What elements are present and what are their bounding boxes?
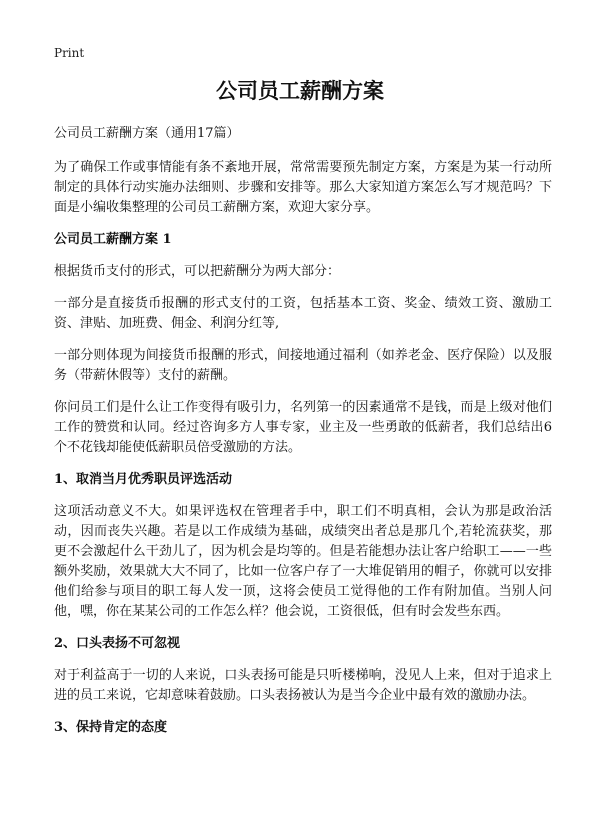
section-heading-1: 公司员工薪酬方案 1: [54, 232, 172, 247]
paragraph-4: 你问员工们是什么让工作变得有吸引力，名列第一的因素通常不是钱，而是上级对他们工作的赞赏和认同。经过咨询多方人事专家，业主及一些勇敢的低薪者，我们总结出6个不花钱却能使低薪职员倍受激励的方法。: [54, 400, 552, 455]
print-label[interactable]: Print: [54, 46, 85, 60]
paragraph-1: 根据货币支付的形式，可以把薪酬分为两大部分：: [54, 264, 341, 279]
paragraph-2: 一部分是直接货币报酬的形式支付的工资，包括基本工资、奖金、绩效工资、激励工资、津贴、加班费、佣金、利润分红等,: [54, 296, 552, 331]
subheading-2: 2、口头表扬不可忽视: [54, 636, 181, 651]
paragraph-3: 一部分则体现为间接货币报酬的形式，间接地通过福利（如养老金、医疗保险）以及服务（带薪休假等）支付的薪酬。: [54, 348, 552, 383]
subheading-1: 1、取消当月优秀职员评选活动: [54, 472, 233, 487]
paragraph-5: 这项活动意义不大。如果评选权在管理者手中，职工们不明真相，会认为那是政治活动，因而丧失兴趣。若是以工作成绩为基础，成绩突出者总是那几个,若轮流获奖，那更不会激起什么干劲儿了，因为机会是均等的。但是若能想办法让客户给职工——一些额外奖励，效果就大大不同了，比如一位客户存了一大堆促销用的帽子，你就可以安排他们给参与项目的职工每人发一顶，这将会使员工觉得他的工作有附加值。当别人问他，嘿，你在某某公司的工作怎么样？他会说，工资很低，但有时会发些东西。: [54, 504, 552, 619]
paragraph-6: 对于利益高于一切的人来说，口头表扬可能是只听楼梯响，没见人上来，但对于追求上进的员工来说，它却意味着鼓励。口头表扬被认为是当今企业中最有效的激励办法。: [54, 668, 552, 703]
document-subtitle: 公司员工薪酬方案（通用17篇）: [54, 126, 240, 141]
subheading-3: 3、保持肯定的态度: [54, 720, 168, 735]
document-title: 公司员工薪酬方案: [216, 78, 384, 103]
document-body: [54, 124, 552, 750]
intro-paragraph: 为了确保工作或事情能有条不紊地开展，常常需要预先制定方案，方案是为某一行动所制定的具体行动实施办法细则、步骤和安排等。那么大家知道方案怎么写才规范吗？下面是小编收集整理的公司员工薪酬方案，欢迎大家分享。: [54, 160, 552, 215]
